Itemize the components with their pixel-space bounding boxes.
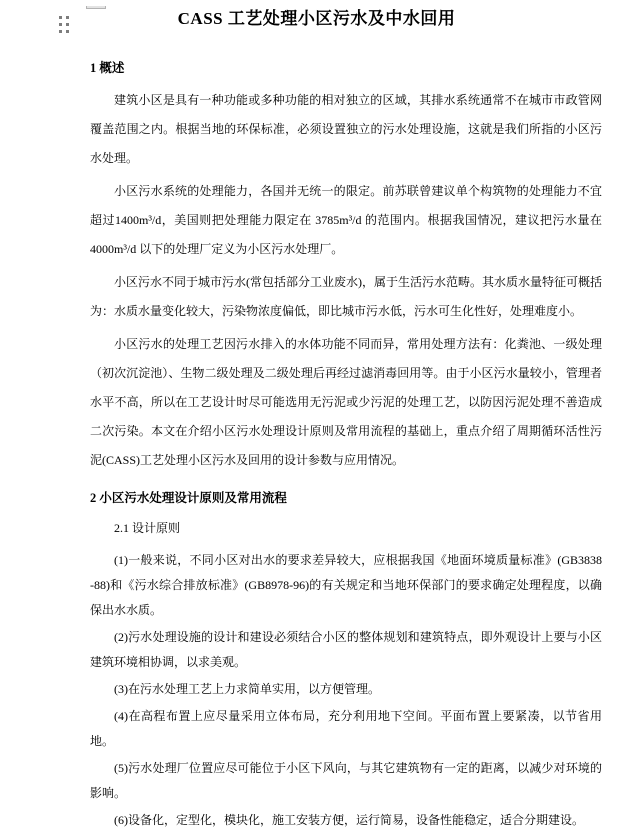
- drag-handle-dot: [59, 23, 62, 26]
- subsection-2-1-heading: 2.1 设计原则: [114, 521, 181, 535]
- document-body: [0, 60, 633, 833]
- paragraph: 小区污水不同于城市污水(常包括部分工业废水)，属于生活污水范畴。其水质水量特征可概括为：水质水量变化较大，污染物浓度偏低，即比城市污水低，污水可生化性好，处理难度小。: [90, 275, 602, 318]
- drag-handle-dot: [59, 30, 62, 33]
- paragraph: 小区污水系统的处理能力，各国并无统一的限定。前苏联曾建议单个构筑物的处理能力不宜超过1400m³/d，美国则把处理能力限定在 3785m³/d 的范围内。根据我国情况，建议把污水量在 4000m³/d 以下的处理厂定义为小区污水处理厂。: [90, 184, 602, 256]
- section-2-heading: 2 小区污水处理设计原则及常用流程: [90, 491, 287, 505]
- drag-handle-icon[interactable]: [59, 16, 69, 33]
- list-item: (4)在高程布置上应尽量采用立体布局，充分利用地下空间。平面布置上要紧凑，以节省用地。: [90, 709, 602, 748]
- document-title: CASS 工艺处理小区污水及中水回用: [177, 9, 456, 28]
- drag-handle-dot: [66, 16, 69, 19]
- list-item: (3)在污水处理工艺上力求简单实用，以方便管理。: [114, 682, 380, 696]
- cropped-top-control: [86, 6, 106, 9]
- section-1-heading: 1 概述: [90, 61, 125, 75]
- list-item: (6)设备化，定型化，模块化，施工安装方便，运行简易，设备性能稳定，适合分期建设。: [114, 813, 584, 827]
- list-item: (2)污水处理设施的设计和建设必须结合小区的整体规划和建筑特点，即外观设计上要与小区建筑环境相协调，以求美观。: [90, 630, 602, 669]
- list-item: (5)污水处理厂位置应尽可能位于小区下风向，与其它建筑物有一定的距离，以减少对环境的影响。: [90, 761, 602, 800]
- paragraph: 建筑小区是具有一种功能或多种功能的相对独立的区域，其排水系统通常不在城市市政管网覆盖范围之内。根据当地的环保标准，必须设置独立的污水处理设施，这就是我们所指的小区污水处理。: [90, 93, 602, 165]
- drag-handle-dot: [66, 30, 69, 33]
- drag-handle-dot: [59, 16, 62, 19]
- drag-handle-dot: [66, 23, 69, 26]
- list-item: (1)一般来说，不同小区对出水的要求差异较大，应根据我国《地面环境质量标准》(GB3838 -88)和《污水综合排放标准》(GB8978-96)的有关规定和当地环保部门的要求确定处理程度，以确保出水水质。: [90, 553, 602, 617]
- paragraph: 小区污水的处理工艺因污水排入的水体功能不同而异，常用处理方法有：化粪池、一级处理（初次沉淀池）、生物二级处理及二级处理后再经过滤消毒回用等。由于小区污水量较小，管理者水平不高，所以在工艺设计时尽可能选用无污泥或少污泥的处理工艺，以防因污泥处理不善造成二次污染。本文在介绍小区污水处理设计原则及常用流程的基础上，重点介绍了周期循环活性污泥(CASS)工艺处理小区污水及回用的设计参数与应用情况。: [90, 337, 602, 467]
